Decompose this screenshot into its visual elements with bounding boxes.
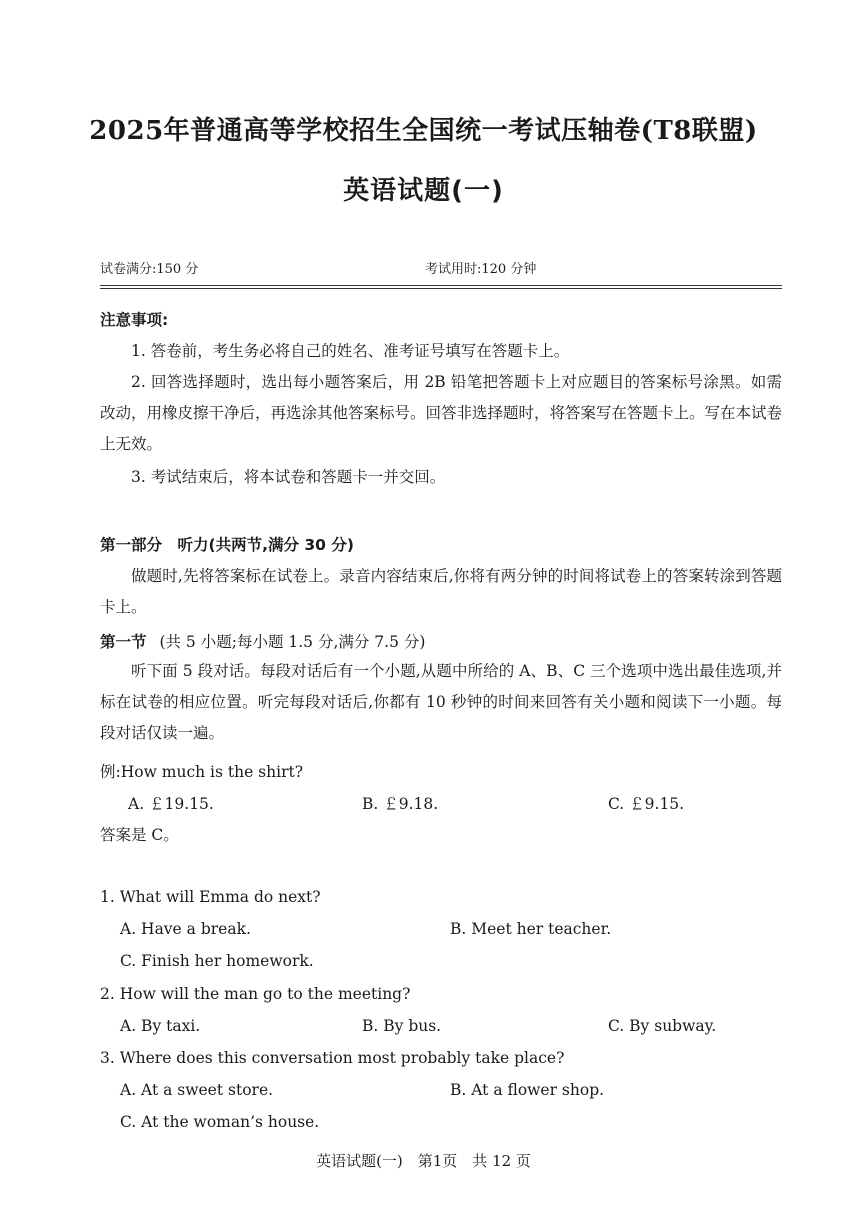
page-footer: 英语试题(一) 第1页 共 12 页: [316, 1152, 531, 1170]
question-3-option-c: C. At the woman’s house.: [120, 1113, 320, 1131]
question-3: 3. Where does this conversation most probably take place?: [100, 1049, 565, 1067]
notice-item-3: 3. 考试结束后，将本试卷和答题卡一并交回。: [131, 468, 446, 486]
exam-subtitle: 英语试题(一): [343, 176, 504, 206]
question-3-option-b: B. At a flower shop.: [450, 1081, 605, 1099]
question-3-option-a: A. At a sweet store.: [120, 1081, 274, 1099]
notice-item-2: 2. 回答选择题时，选出每小题答案后，用 2B 铅笔把答题卡上对应题目的答案标号涂黑。如需改动，用橡皮擦干净后，再选涂其他答案标号。回答非选择题时，将答案写在答题卡上。写在本试卷上无效。: [100, 373, 783, 453]
question-2-option-b: B. By bus.: [362, 1017, 442, 1035]
question-1-option-c: C. Finish her homework.: [120, 952, 314, 970]
question-1-option-b: B. Meet her teacher.: [450, 920, 612, 938]
question-2: 2. How will the man go to the meeting?: [100, 985, 411, 1003]
notice-item-1: 1. 答卷前，考生务必将自己的姓名、准考证号填写在答题卡上。: [131, 342, 570, 360]
question-1: 1. What will Emma do next?: [100, 888, 321, 906]
exam-time: 考试用时:120 分钟: [425, 262, 537, 277]
example-answer: 答案是 C。: [100, 826, 179, 844]
header-divider: [100, 285, 782, 286]
example-option-a: A. ￡19.15.: [128, 795, 214, 813]
question-2-option-a: A. By taxi.: [120, 1017, 201, 1035]
question-1-option-a: A. Have a break.: [120, 920, 251, 938]
section1-intro: 听下面 5 段对话。每段对话后有一个小题,从题中所给的 A、B、C 三个选项中选出最佳选项,并标在试卷的相应位置。听完每段对话后,你都有 10 秒钟的时间来回答有关小题和阅读下一小题。每段对话仅读一遍。: [100, 662, 782, 742]
exam-title: 2025年普通高等学校招生全国统一考试压轴卷(T8联盟): [89, 116, 758, 146]
section1-info: (共 5 小题;每小题 1.5 分,满分 7.5 分): [159, 633, 426, 651]
notice-heading: 注意事项:: [100, 311, 169, 329]
part1-heading: 第一部分 听力(共两节,满分 30 分): [100, 536, 354, 554]
example-question: 例:How much is the shirt?: [100, 763, 304, 781]
section1-heading-line: [100, 630, 425, 652]
example-option-b: B. ￡9.18.: [362, 795, 439, 813]
header-divider-2: [100, 288, 782, 289]
question-2-option-c: C. By subway.: [608, 1017, 717, 1035]
part1-intro: 做题时,先将答案标在试卷上。录音内容结束后,你将有两分钟的时间将试卷上的答案转涂到答题卡上。: [100, 567, 782, 616]
section1-heading: 第一节: [100, 633, 147, 651]
full-score: 试卷满分:150 分: [100, 262, 199, 277]
example-option-c: C. ￡9.15.: [608, 795, 685, 813]
